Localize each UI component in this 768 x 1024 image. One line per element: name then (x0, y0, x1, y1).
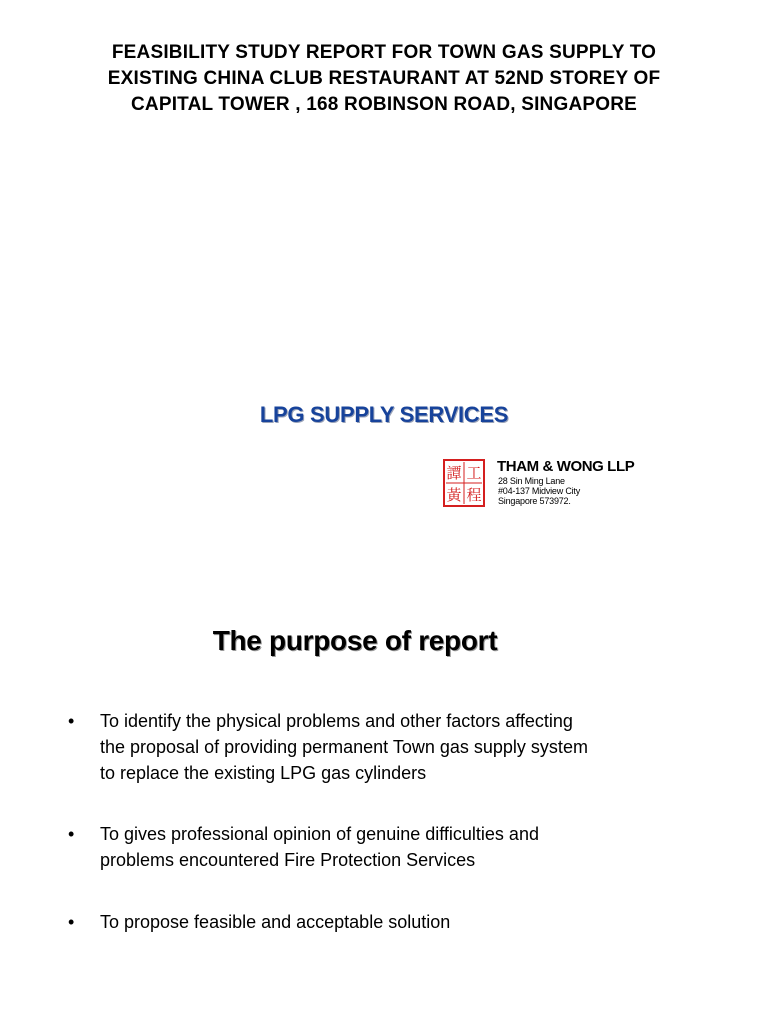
firm-address (498, 476, 580, 506)
firm-address-line: Singapore 573972. (498, 496, 571, 506)
report-title-line: FEASIBILITY STUDY REPORT FOR TOWN GAS SUPPLY TO (111, 42, 657, 63)
firm-logo-block (443, 457, 673, 509)
bullet-line: To gives professional opinion of genuine difficulties and (100, 824, 539, 844)
bullet-line: To propose feasible and acceptable solution (100, 912, 451, 932)
bullet-line: to replace the existing LPG gas cylinders (100, 763, 427, 783)
firm-address-line: #04-137 Midview City (498, 486, 581, 496)
firm-seal-icon (443, 459, 485, 507)
firm-name: THAM & WONG LLP (497, 458, 635, 475)
bullet-dot-icon: • (68, 824, 75, 844)
report-title-line: CAPITAL TOWER , 168 ROBINSON ROAD, SINGAPORE (130, 94, 638, 115)
bullet-text (100, 821, 720, 873)
seal-char: 程 (466, 486, 482, 504)
service-heading: LPG SUPPLY SERVICES (259, 402, 509, 427)
bullet-line: the proposal of providing permanent Town gas supply system (100, 737, 588, 757)
bullet-text (100, 708, 720, 786)
bullet-dot-icon: • (68, 711, 75, 731)
purpose-heading: The purpose of report (212, 625, 498, 656)
bullet-text (100, 909, 720, 935)
seal-char: 工 (466, 464, 482, 482)
report-title (40, 40, 728, 118)
seal-char: 譚 (446, 464, 462, 482)
firm-address-line: 28 Sin Ming Lane (498, 476, 565, 486)
report-title-line: EXISTING CHINA CLUB RESTAURANT AT 52ND STOREY OF (107, 68, 661, 89)
bullet-line: problems encountered Fire Protection Services (100, 850, 476, 870)
bullet-dot-icon: • (68, 912, 75, 932)
bullet-line: To identify the physical problems and other factors affecting (100, 711, 573, 731)
seal-char: 黃 (446, 486, 462, 504)
